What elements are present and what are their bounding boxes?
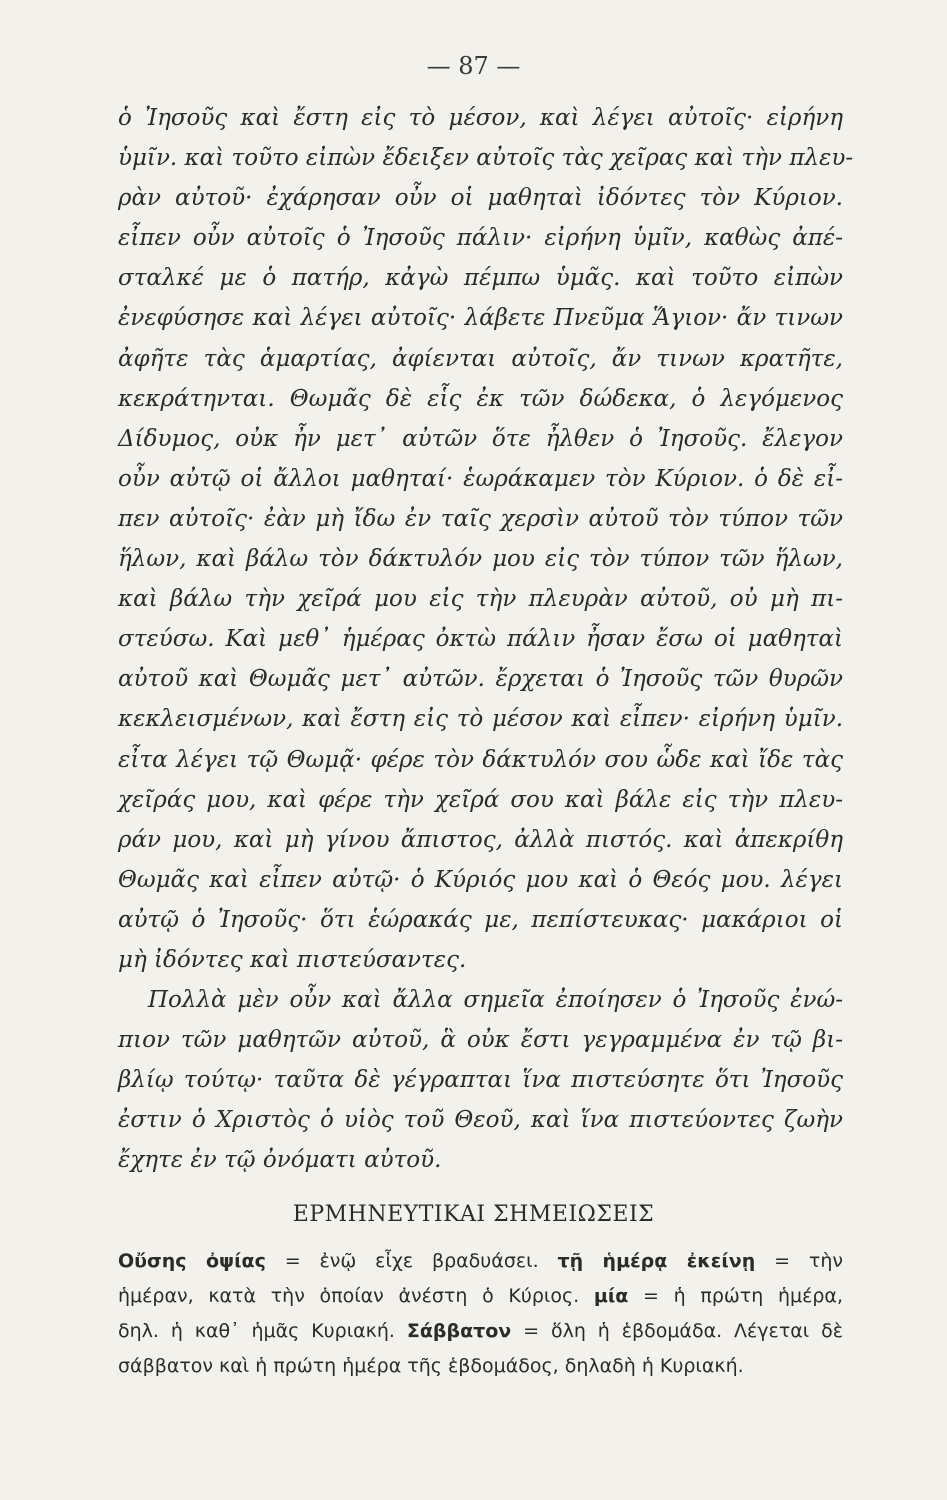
text-line: ὑμῖν. καὶ τοῦτο εἰπὼν ἔδειξεν αὐτοῖς τὰς χεῖρας καὶ τὴν πλευ- [118, 145, 854, 172]
text-line: εἶπεν οὖν αὐτοῖς ὁ Ἰησοῦς πάλιν· εἰρήνη ὑμῖν, καθὼς ἀπέ- [118, 225, 843, 252]
body-text [118, 98, 854, 1181]
note-term: Σάββατον [406, 1320, 512, 1342]
note-line [118, 1279, 843, 1314]
page-number: — 87 — [426, 52, 521, 80]
text-line: χεῖράς μου, καὶ φέρε τὴν χεῖρά σου καὶ βάλε εἰς τὴν πλευ- [118, 786, 843, 813]
text-line: βλίῳ τούτῳ· ταῦτα δὲ γέγραπται ἵνα πιστεύσητε ὅτι Ἰησοῦς [118, 1067, 843, 1094]
text-line: ρὰν αὐτοῦ· ἐχάρησαν οὖν οἱ μαθηταὶ ἰδόντες τὸν Κύριον. [118, 185, 843, 212]
text-line: ἥλων, καὶ βάλω τὸν δάκτυλόν μου εἰς τὸν τύπον τῶν ἥλων, [118, 546, 843, 573]
text-line: ἀφῆτε τὰς ἁμαρτίας, ἀφίενται αὐτοῖς, ἄν τινων κρατῆτε, [118, 345, 843, 372]
note-text: σάββατον καὶ ἡ πρώτη ἡμέρα τῆς ἑβδομάδος, δηλαδὴ ἡ Κυριακή. [118, 1355, 744, 1377]
text-line: Δίδυμος, οὐκ ἦν μετ᾽ αὐτῶν ὅτε ἦλθεν ὁ Ἰησοῦς. ἔλεγον [118, 425, 843, 452]
note-term: τῇ ἡμέρᾳ ἐκείνῃ [557, 1250, 756, 1272]
text-line: μὴ ἰδόντες καὶ πιστεύσαντες. [118, 946, 467, 973]
note-term: μία [593, 1285, 629, 1307]
section-heading: ΕΡΜΗΝΕΥΤΙΚΑΙ ΣΗΜΕΙΩΣΕΙΣ [292, 1202, 655, 1227]
text-line: ράν μου, καὶ μὴ γίνου ἄπιστος, ἀλλὰ πιστός. καὶ ἀπεκρίθη [118, 826, 843, 853]
text-line: αὐτοῦ καὶ Θωμᾶς μετ᾽ αὐτῶν. ἔρχεται ὁ Ἰησοῦς τῶν θυρῶν [118, 666, 843, 693]
text-line: καὶ βάλω τὴν χεῖρά μου εἰς τὴν πλευρὰν αὐτοῦ, οὐ μὴ πι- [118, 586, 843, 613]
text-line: ὁ Ἰησοῦς καὶ ἔστη εἰς τὸ μέσον, καὶ λέγει αὐτοῖς· εἰρήνη [118, 105, 843, 131]
text-line: Πολλὰ μὲν οὖν καὶ ἄλλα σημεῖα ἐποίησεν ὁ Ἰησοῦς ἐνώ- [148, 987, 843, 1014]
note-text: δηλ. ἡ καθ᾽ ἡμᾶς Κυριακή. [118, 1320, 407, 1342]
note-text: = ὅλη ἡ ἑβδομάδα. Λέγεται δὲ [511, 1320, 843, 1342]
text-line: αὐτῷ ὁ Ἰησοῦς· ὅτι ἑώρακάς με, πεπίστευκας· μακάριοι οἱ [118, 906, 843, 933]
text-line: κεκράτηνται. Θωμᾶς δὲ εἷς ἐκ τῶν δώδεκα, ὁ λεγόμενος [118, 385, 843, 412]
text-line: πιον τῶν μαθητῶν αὐτοῦ, ἃ οὐκ ἔστι γεγραμμένα ἐν τῷ βι- [118, 1027, 843, 1054]
text-line: ἐνεφύσησε καὶ λέγει αὐτοῖς· λάβετε Πνεῦμα Ἅγιον· ἄν τινων [118, 305, 843, 332]
text-line: στεύσω. Καὶ μεθ᾽ ἡμέρας ὀκτὼ πάλιν ἦσαν ἔσω οἱ μαθηταὶ [118, 626, 843, 653]
note-line [118, 1349, 843, 1384]
note-text: ἡμέραν, κατὰ τὴν ὁποίαν ἀνέστη ὁ Κύριος. [118, 1285, 594, 1307]
note-line [118, 1314, 843, 1349]
note-text: = τὴν [755, 1250, 843, 1272]
text-line: ἔχητε ἐν τῷ ὀνόματι αὐτοῦ. [118, 1147, 442, 1174]
note-line [118, 1244, 843, 1279]
text-line: εἶτα λέγει τῷ Θωμᾷ· φέρε τὸν δάκτυλόν σου ὧδε καὶ ἴδε τὰς [118, 746, 843, 773]
note-term: Οὔσης ὀψίας [118, 1250, 266, 1272]
notes [118, 1244, 843, 1384]
text-line: σταλκέ με ὁ πατήρ, κἀγὼ πέμπω ὑμᾶς. καὶ τοῦτο εἰπὼν [118, 265, 843, 292]
text-line: Θωμᾶς καὶ εἶπεν αὐτῷ· ὁ Κύριός μου καὶ ὁ Θεός μου. λέγει [118, 866, 843, 893]
note-text: = ἡ πρώτη ἡμέρα, [628, 1285, 844, 1307]
text-line: πεν αὐτοῖς· ἐὰν μὴ ἴδω ἐν ταῖς χερσὶν αὐτοῦ τὸν τύπον τῶν [118, 505, 843, 532]
note-text: = ἐνῷ εἶχε βραδυάσει. [265, 1250, 558, 1272]
text-line: οὖν αὐτῷ οἱ ἄλλοι μαθηταί· ἑωράκαμεν τὸν Κύριον. ὁ δὲ εἶ- [118, 465, 843, 492]
text-line: κεκλεισμένων, καὶ ἔστη εἰς τὸ μέσον καὶ εἶπεν· εἰρήνη ὑμῖν. [118, 706, 843, 733]
text-line: ἐστιν ὁ Χριστὸς ὁ υἱὸς τοῦ Θεοῦ, καὶ ἵνα πιστεύοντες ζωὴν [118, 1107, 843, 1134]
